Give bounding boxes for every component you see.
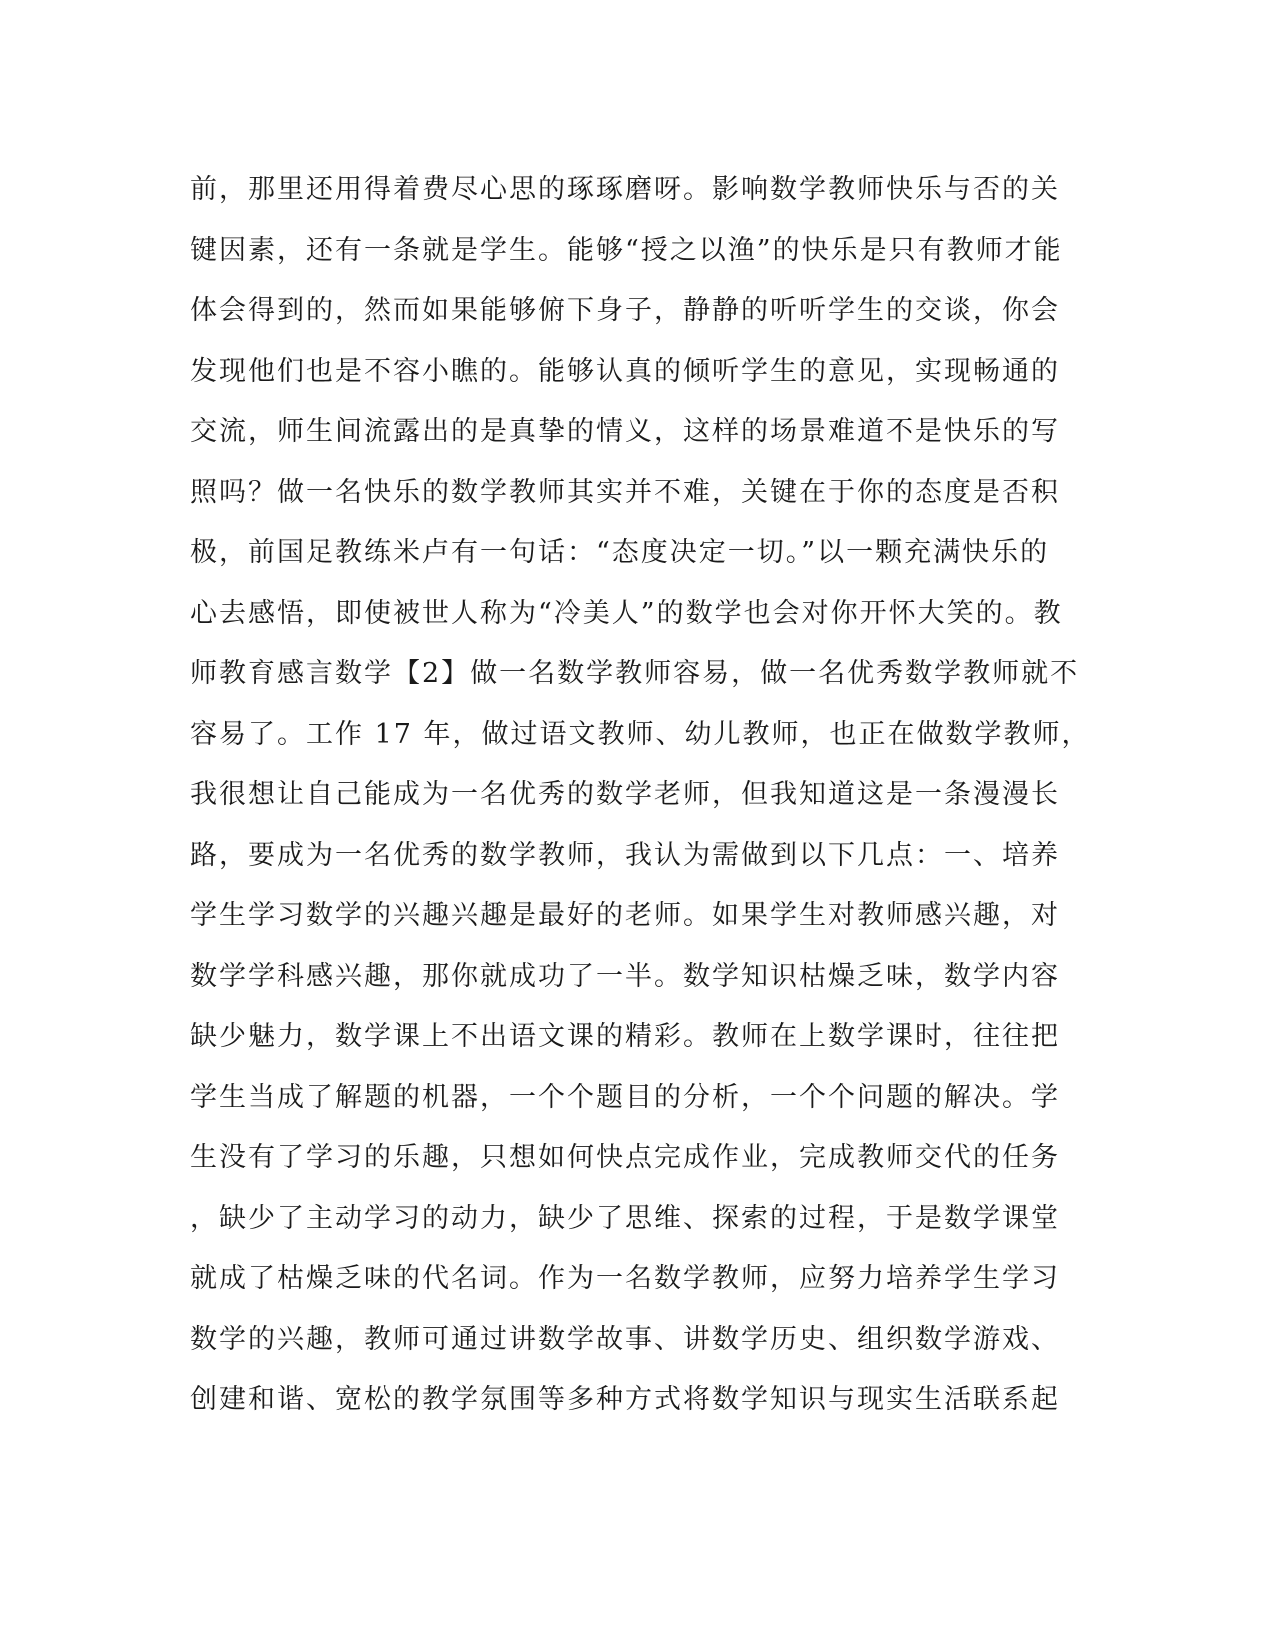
text-line: ，缺少了主动学习的动力，缺少了思维、探索的过程，于是数学课堂 bbox=[190, 1202, 1060, 1234]
text-line: 前，那里还用得着费尽心思的琢琢磨呀。影响数学教师快乐与否的关 bbox=[190, 174, 1060, 205]
text-line: 我很想让自己能成为一名优秀的数学老师，但我知道这是一条漫漫长 bbox=[190, 779, 1060, 810]
text-line: 极，前国足教练米卢有一句话：“态度决定一切。”以一颗充满快乐的 bbox=[190, 537, 1050, 568]
text-line: 键因素，还有一条就是学生。能够“授之以渔”的快乐是只有教师才能 bbox=[190, 234, 1063, 266]
text-line: 学生当成了解题的机器，一个个题目的分析，一个个问题的解决。学 bbox=[190, 1081, 1060, 1113]
text-line: 体会得到的，然而如果能够俯下身子，静静的听听学生的交谈，你会 bbox=[190, 295, 1060, 326]
text-line: 学生学习数学的兴趣兴趣是最好的老师。如果学生对教师感兴趣，对 bbox=[190, 900, 1060, 931]
text-line: 缺少魅力，数学课上不出语文课的精彩。教师在上数学课时，往往把 bbox=[190, 1021, 1060, 1052]
text-line: 生没有了学习的乐趣，只想如何快点完成作业，完成教师交代的任务 bbox=[190, 1142, 1060, 1173]
text-line: 发现他们也是不容小瞧的。能够认真的倾听学生的意见，实现畅通的 bbox=[190, 355, 1060, 387]
text-line: 心去感悟，即使被世人称为“冷美人”的数学也会对你开怀大笑的。教 bbox=[190, 597, 1063, 629]
text-line: 创建和谐、宽松的教学氛围等多种方式将数学知识与现实生活联系起 bbox=[190, 1384, 1060, 1415]
body-text bbox=[190, 160, 1090, 1431]
text-line: 数学的兴趣，教师可通过讲数学故事、讲数学历史、组织数学游戏、 bbox=[190, 1323, 1060, 1355]
text-line: 交流，师生间流露出的是真挚的情义，这样的场景难道不是快乐的写 bbox=[190, 416, 1060, 447]
text-line: 容易了。工作 17 年，做过语文教师、幼儿教师，也正在做数学教师， bbox=[190, 718, 1091, 750]
text-line: 师教育感言数学【2】做一名数学教师容易，做一名优秀数学教师就不 bbox=[190, 658, 1080, 689]
text-line: 照吗？做一名快乐的数学教师其实并不难，关键在于你的态度是否积 bbox=[190, 476, 1060, 508]
text-line: 路，要成为一名优秀的数学教师，我认为需做到以下几点：一、培养 bbox=[190, 839, 1060, 871]
text-line: 数学学科感兴趣，那你就成功了一半。数学知识枯燥乏味，数学内容 bbox=[190, 960, 1060, 992]
text-line: 就成了枯燥乏味的代名词。作为一名数学教师，应努力培养学生学习 bbox=[190, 1263, 1060, 1294]
